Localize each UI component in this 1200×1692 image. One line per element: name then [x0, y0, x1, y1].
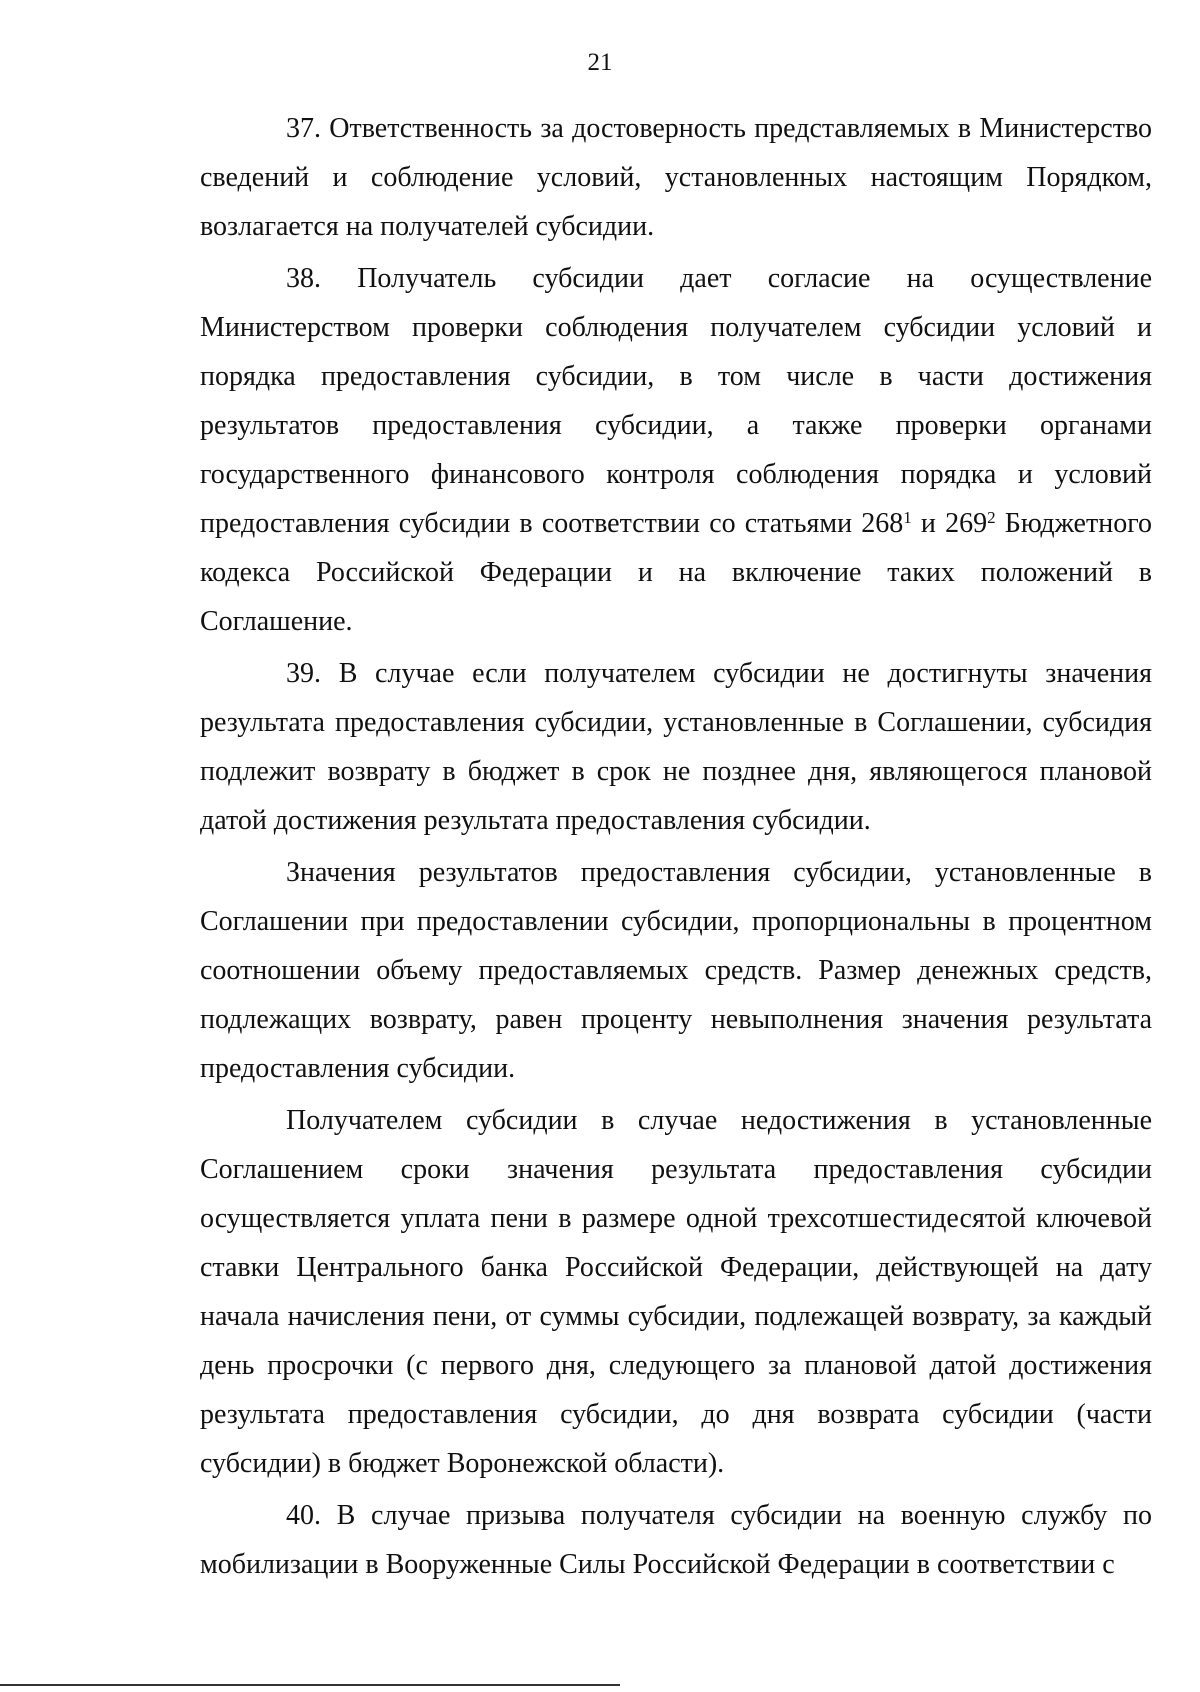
page-number: 21	[587, 49, 613, 76]
paragraph-38	[200, 254, 1152, 646]
paragraph-37: 37. Ответственность за достоверность представляемых в Министерство сведений и соблюдение условий, установленных настоящим Порядком, возлагается на получателей субсидии.	[200, 113, 1152, 242]
paragraph-38-text-end: Бюджетного кодекса Российской Федерации и на включение таких положений в Соглашение.	[200, 508, 1152, 637]
paragraph-39: 39. В случае если получателем субсидии не достигнуты значения результата предоставления субсидии, установленные в Соглашении, субсидия подлежит возврату в бюджет в срок не позднее дня, являющегося плановой датой достижения результата предоставления субсидии.	[200, 658, 1152, 836]
superscript-1: 1	[903, 508, 912, 527]
paragraph-38-text-start: 38. Получатель субсидии дает согласие на осуществление Министерством проверки соблюдения получателем субсидии условий и порядка предоставления субсидии, в том числе в части достижения результатов предоставления субсидии, а также проверки органами государственного финансового контроля соблюдения порядка и условий предоставления субсидии в соответствии со статьями 268	[200, 263, 1152, 539]
paragraph-40: 40. В случае призыва получателя субсидии на военную службу по мобилизации в Вооруженные Силы Российской Федерации в соответствии с	[200, 1500, 1152, 1580]
document-body	[200, 104, 1152, 1589]
footer-rule	[0, 1684, 620, 1686]
superscript-2: 2	[987, 508, 996, 527]
paragraph-38-text-middle: и 269	[911, 508, 988, 539]
paragraph-39-penalty: Получателем субсидии в случае недостижения в установленные Соглашением сроки значения результата предоставления субсидии осуществляется уплата пени в размере одной трехсотшестидесятой ключевой ставки Центрального банка Российской Федерации, действующей на дату начала начисления пени, от суммы субсидии, подлежащей возврату, за каждый день просрочки (с первого дня, следующего за плановой датой достижения результата предоставления субсидии, до дня возврата субсидии (части субсидии) в бюджет Воронежской области).	[200, 1105, 1152, 1479]
paragraph-39-values: Значения результатов предоставления субсидии, установленные в Соглашении при предоставлении субсидии, пропорциональны в процентном соотношении объему предоставляемых средств. Размер денежных средств, подлежащих возврату, равен проценту невыполнения значения результата предоставления субсидии.	[200, 857, 1152, 1084]
